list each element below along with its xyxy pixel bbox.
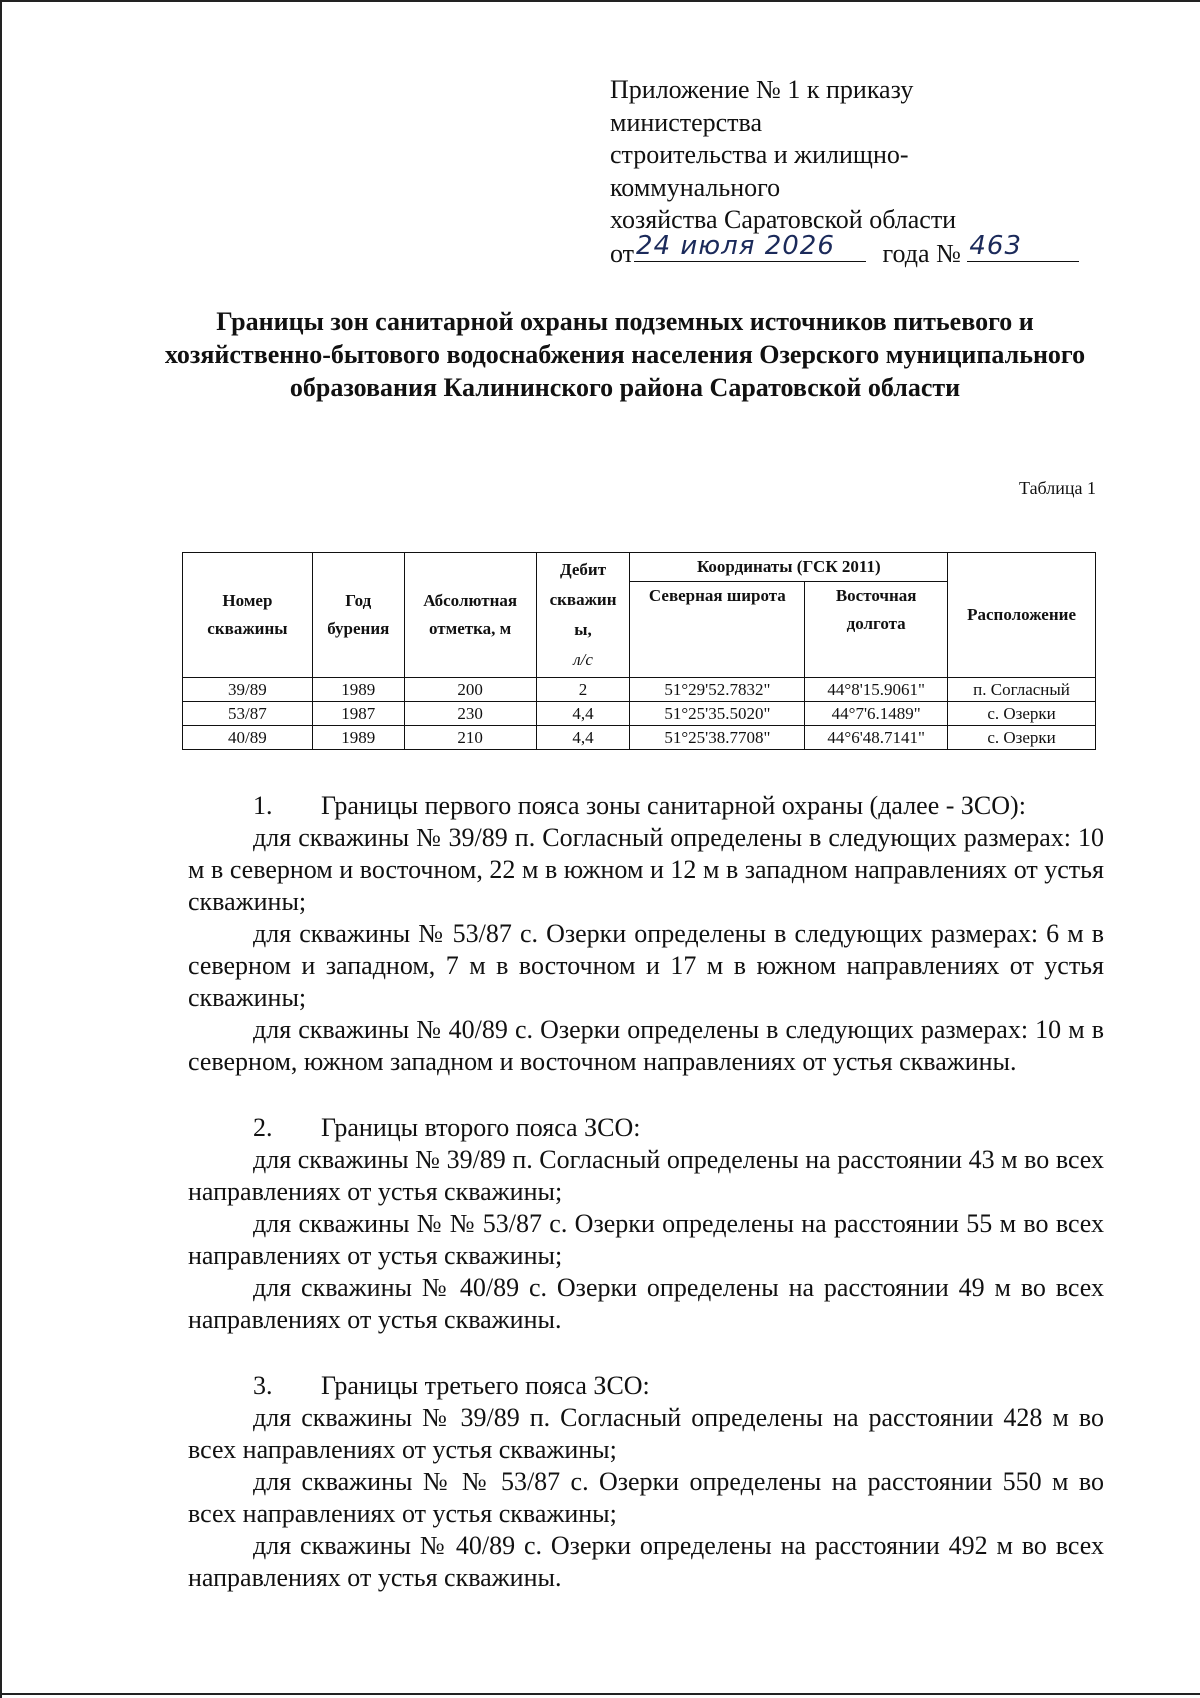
section-1-item: для скважины № 39/89 п. Согласный определены в следующих размерах: 10 м в северном и восточном, 22 м в южном и 12 м в западном направлениях от устья скважины; <box>188 823 1104 916</box>
section-number: 1. <box>253 791 273 820</box>
section-3-item: для скважины № 39/89 п. Согласный определены на расстоянии 428 м во всех направлениях от устья скважины; <box>188 1403 1104 1464</box>
section-1-heading <box>188 790 1104 822</box>
section-heading-text: Границы первого пояса зоны санитарной охраны (далее - ЗСО): <box>321 791 1026 820</box>
scan-border-left <box>0 0 2 1698</box>
scan-border-top <box>0 0 1200 2</box>
cell-debit: 4,4 <box>536 726 630 750</box>
header-line: коммунального <box>610 172 781 202</box>
header-text: долгота <box>846 614 906 633</box>
handwritten-number: 463 <box>969 231 1023 261</box>
section-number: 2. <box>253 1113 273 1142</box>
header-text: Номер <box>222 591 273 610</box>
col-header-year <box>312 553 404 678</box>
cell-location: п. Согласный <box>948 678 1096 702</box>
section-1-item: для скважины № 40/89 с. Озерки определены в следующих размерах: 10 м в северном, южном западном и восточном направлениях от устья скважины. <box>188 1015 1104 1076</box>
section-1-item: для скважины № 53/87 с. Озерки определены в следующих размерах: 6 м в северном и западном, 7 м в восточном и 17 м в южном направлениях от устья скважины; <box>188 919 1104 1012</box>
year-number-label: года № <box>882 238 961 268</box>
cell-east: 44°6'48.7141" <box>805 726 948 750</box>
section-2-item: для скважины № 40/89 с. Озерки определены на расстоянии 49 м во всех направлениях от устья скважины. <box>188 1273 1104 1334</box>
section-3-heading <box>188 1370 1104 1402</box>
from-prefix: от <box>610 238 635 268</box>
cell-elevation: 210 <box>404 726 536 750</box>
scan-border-bottom <box>0 1693 1200 1695</box>
header-text: Год <box>345 591 372 610</box>
cell-east: 44°7'6.1489" <box>805 702 948 726</box>
header-text: скважин <box>549 590 617 609</box>
cell-elevation: 200 <box>404 678 536 702</box>
header-text: Восточная <box>835 586 917 605</box>
section-2-item: для скважины № 39/89 п. Согласный определены на расстоянии 43 м во всех направлениях от устья скважины; <box>188 1145 1104 1206</box>
cell-number: 40/89 <box>183 726 313 750</box>
col-header-location: Расположение <box>948 553 1096 678</box>
table-caption: Таблица 1 <box>1019 478 1096 498</box>
col-header-number <box>183 553 313 678</box>
wells-table <box>182 552 1096 750</box>
header-line: хозяйства Саратовской области <box>610 205 957 234</box>
document-title: Границы зон санитарной охраны подземных источников питьевого и хозяйственно-бытового водоснабжения населения Озерского муниципального образования Калининского района Саратовской области <box>164 307 1086 402</box>
cell-east: 44°8'15.9061" <box>805 678 948 702</box>
section-2-heading <box>188 1112 1104 1144</box>
header-text: ы, <box>574 620 592 639</box>
section-2-item: для скважины № № 53/87 с. Озерки определены на расстоянии 55 м во всех направлениях от устья скважины; <box>188 1209 1104 1270</box>
section-number: 3. <box>253 1371 273 1400</box>
cell-north: 51°25'35.5020" <box>630 702 805 726</box>
cell-debit: 2 <box>536 678 630 702</box>
document-body <box>188 790 1104 1594</box>
cell-year: 1989 <box>312 678 404 702</box>
header-text: л/с <box>573 650 593 669</box>
section-heading-text: Границы второго пояса ЗСО: <box>321 1113 641 1142</box>
header-text: отметка, м <box>429 619 512 638</box>
section-heading-text: Границы третьего пояса ЗСО: <box>321 1371 650 1400</box>
section-3-item: для скважины № 40/89 с. Озерки определены на расстоянии 492 м во всех направлениях от устья скважины. <box>188 1531 1104 1592</box>
col-header-debit <box>536 553 630 678</box>
table-row <box>183 678 1096 702</box>
cell-number: 39/89 <box>183 678 313 702</box>
header-line: строительства и жилищно- <box>610 140 909 169</box>
cell-location: с. Озерки <box>948 726 1096 750</box>
header-text: бурения <box>327 619 390 638</box>
handwritten-date: 24 июля 2026 <box>636 231 835 261</box>
number-field <box>967 231 1079 262</box>
header-text: скважины <box>207 619 288 638</box>
cell-debit: 4,4 <box>536 702 630 726</box>
date-field <box>634 231 866 262</box>
section-3-item: для скважины № № 53/87 с. Озерки определены на расстоянии 550 м во всех направлениях от устья скважины; <box>188 1467 1104 1528</box>
col-header-coords: Координаты (ГСК 2011) <box>630 553 948 582</box>
header-line: Приложение № 1 к приказу <box>610 75 914 104</box>
cell-number: 53/87 <box>183 702 313 726</box>
appendix-header <box>610 74 1090 270</box>
col-header-north: Северная широта <box>630 582 805 678</box>
cell-north: 51°29'52.7832" <box>630 678 805 702</box>
cell-north: 51°25'38.7708" <box>630 726 805 750</box>
header-text: Дебит <box>559 560 607 579</box>
order-date-line <box>610 231 1090 271</box>
header-line: министерства <box>610 107 763 137</box>
table-row <box>183 702 1096 726</box>
col-header-east <box>805 582 948 678</box>
header-text: Абсолютная <box>423 591 518 610</box>
cell-elevation: 230 <box>404 702 536 726</box>
cell-year: 1989 <box>312 726 404 750</box>
cell-year: 1987 <box>312 702 404 726</box>
cell-location: с. Озерки <box>948 702 1096 726</box>
col-header-elevation <box>404 553 536 678</box>
table-row <box>183 726 1096 750</box>
